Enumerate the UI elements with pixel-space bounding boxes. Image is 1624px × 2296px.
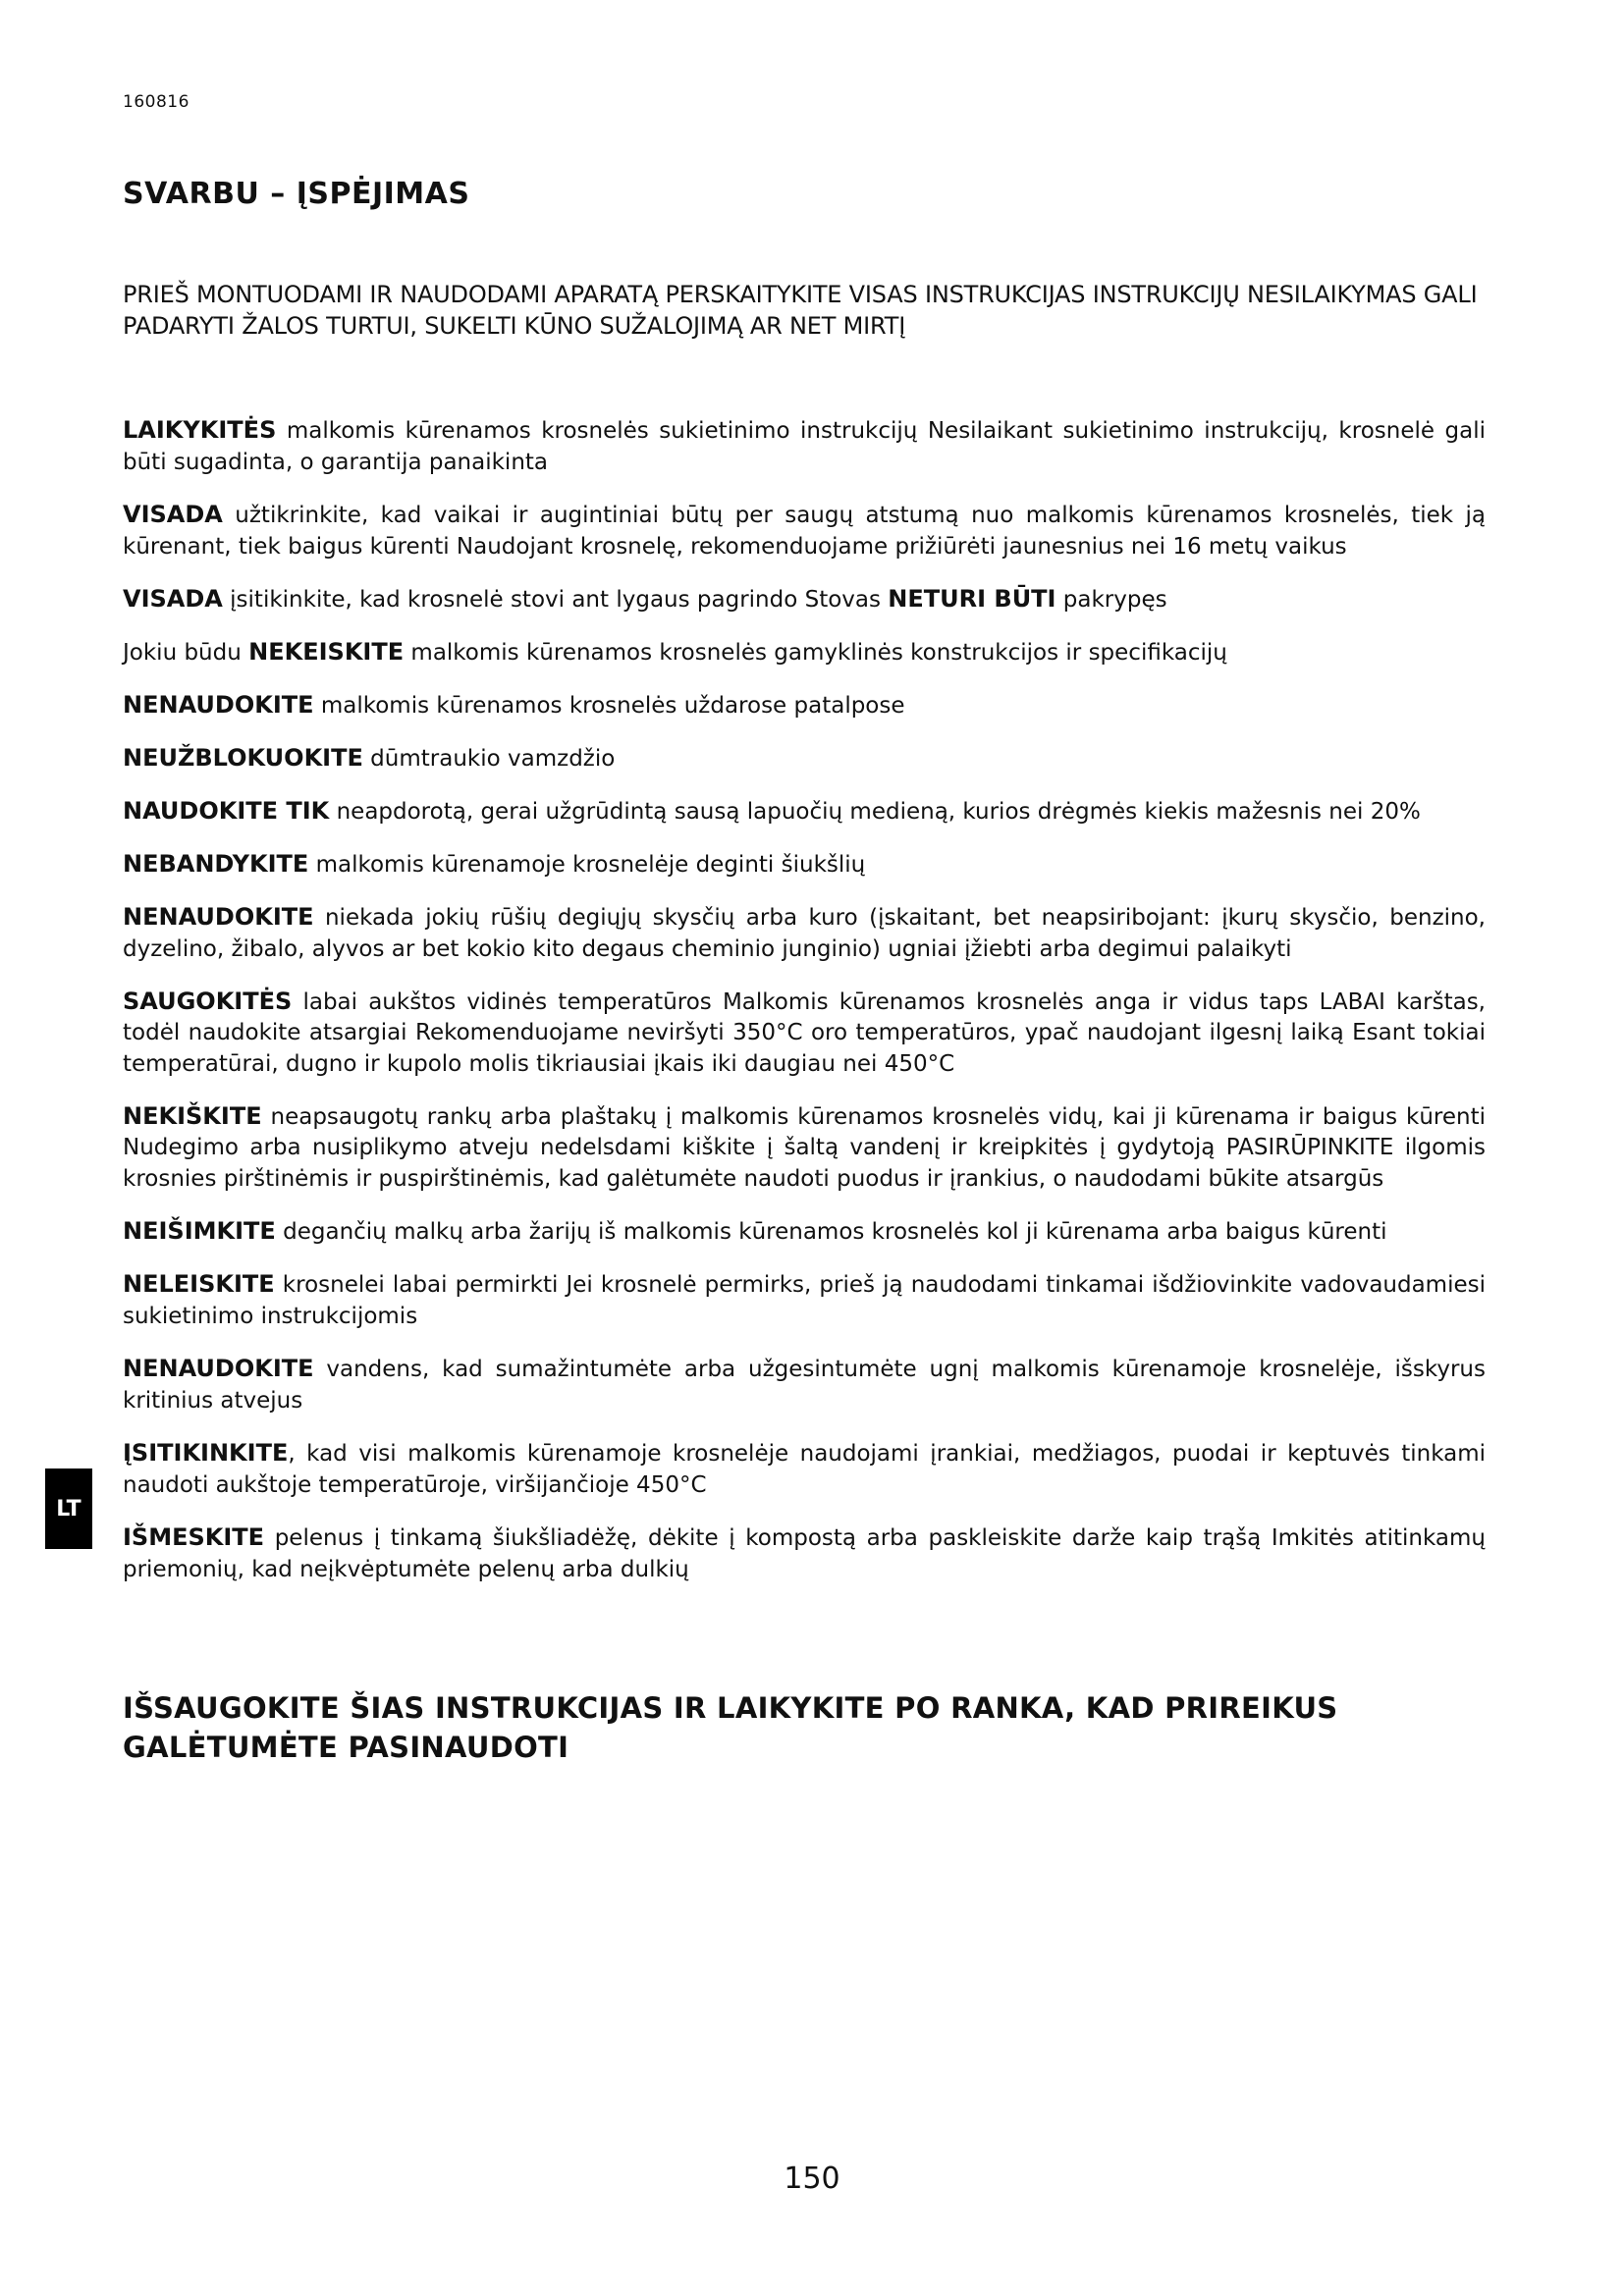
rule-keyword: VISADA: [123, 585, 223, 613]
rule-keyword: NENAUDOKITE: [123, 903, 314, 931]
rule-item: NENAUDOKITE vandens, kad sumažintumėte arba užgesintumėte ugnį malkomis kūrenamoje krosnelėje, išskyrus kritinius atvejus: [123, 1355, 1486, 1414]
rule-item: NELEISKITE krosnelei labai permirkti Jei krosnelė permirks, prieš ją naudodami tinkamai išdžiovinkite vadovaudamiesi sukietinimo instrukcijomis: [123, 1270, 1486, 1329]
rule-keyword: ĮSITIKINKITE: [123, 1439, 289, 1467]
language-tab: LT: [45, 1468, 92, 1549]
rule-keyword: NAUDOKITE TIK: [123, 797, 330, 825]
rule-item: SAUGOKITĖS labai aukštos vidinės temperatūros Malkomis kūrenamos krosnelės anga ir vidus taps LABAI karštas, todėl naudokite atsargiai Rekomenduojame neviršyti 350°C oro temperatūros, ypač naudojant ilgesnį laiką Esant tokiai temperatūrai, dugno ir kupolo molis tikriausiai įkais iki daugiau nei 450°C: [123, 988, 1486, 1077]
page-number: 150: [784, 2162, 840, 2196]
rule-item: VISADA įsitikinkite, kad krosnelė stovi ant lygaus pagrindo Stovas NETURI BŪTI pakrypęs: [123, 585, 1167, 613]
rule-keyword: NENAUDOKITE: [123, 691, 314, 719]
rule-item: NEKIŠKITE neapsaugotų rankų arba plaštakų į malkomis kūrenamos krosnelės vidų, kai ji kūrenama ir baigus kūrenti Nudegimo arba nusiplikymo atveju nedelsdami kiškite į šaltą vandenį ir kreipkitės į gydytoją PASIRŪPINKITE ilgomis krosnies pirštinėmis ir puspirštinėmis, kad galėtumėte naudoti puodus ir įrankius, o naudodami būkite atsargūs: [123, 1102, 1486, 1192]
rule-item: Jokiu būdu NEKEISKITE malkomis kūrenamos krosnelės gamyklinės konstrukcijos ir specifikacijų: [123, 638, 1227, 666]
rule-item: NEBANDYKITE malkomis kūrenamoje krosnelėje deginti šiukšlių: [123, 850, 866, 878]
rule-item: NENAUDOKITE malkomis kūrenamos krosnelės uždarose patalpose: [123, 691, 905, 719]
rule-keyword: VISADA: [123, 501, 223, 528]
safety-rules-list: [123, 415, 1486, 1607]
rule-keyword: NEUŽBLOKUOKITE: [123, 744, 363, 772]
document-code: 160816: [123, 92, 189, 112]
rule-item: VISADA užtikrinkite, kad vaikai ir augintiniai būtų per saugų atstumą nuo malkomis kūrenamos krosnelės, tiek ją kūrenant, tiek baigus kūrenti Naudojant krosnelę, rekomenduojame prižiūrėti jaunesnius nei 16 metų vaikus: [123, 501, 1486, 560]
rule-item: NEUŽBLOKUOKITE dūmtraukio vamzdžio: [123, 744, 616, 772]
page-title: SVARBU – ĮSPĖJIMAS: [123, 177, 470, 211]
rule-keyword: SAUGOKITĖS: [123, 988, 293, 1015]
rule-keyword: NELEISKITE: [123, 1270, 275, 1298]
rule-keyword: NEBANDYKITE: [123, 850, 309, 878]
rule-item: NAUDOKITE TIK neapdorotą, gerai užgrūdintą sausą lapuočių medieną, kurios drėgmės kiekis mažesnis nei 20%: [123, 797, 1421, 825]
rule-keyword: NENAUDOKITE: [123, 1355, 314, 1382]
rule-keyword: LAIKYKITĖS: [123, 416, 277, 444]
rule-item: NEIŠIMKITE degančių malkų arba žarijų iš malkomis kūrenamos krosnelės kol ji kūrenama arba baigus kūrenti: [123, 1217, 1387, 1245]
closing-heading: IŠSAUGOKITE ŠIAS INSTRUKCIJAS IR LAIKYKITE PO RANKA, KAD PRIREIKUS GALĖTUMĖTE PASINAUDOTI: [123, 1691, 1338, 1764]
rule-keyword: NETURI BŪTI: [888, 585, 1056, 613]
rule-item: NENAUDOKITE niekada jokių rūšių degiųjų skysčių arba kuro (įskaitant, bet neapsiribojant: įkurų skysčio, benzino, dyzelino, žibalo, alyvos ar bet kokio kito degaus cheminio junginio) ugniai įžiebti arba degimui palaikyti: [123, 903, 1486, 962]
warning-intro: PRIEŠ MONTUODAMI IR NAUDODAMI APARATĄ PERSKAITYKITE VISAS INSTRUKCIJAS INSTRUKCIJŲ NESILAIKYMAS GALI PADARYTI ŽALOS TURTUI, SUKELTI KŪNO SUŽALOJIMĄ AR NET MIRTĮ: [123, 281, 1478, 340]
rule-keyword: NEKEISKITE: [248, 638, 405, 666]
rule-item: LAIKYKITĖS malkomis kūrenamos krosnelės sukietinimo instrukcijų Nesilaikant sukietinimo instrukcijų, krosnelė gali būti sugadinta, o garantija panaikinta: [123, 416, 1486, 475]
rule-keyword: NEIŠIMKITE: [123, 1217, 276, 1245]
rule-item: ĮSITIKINKITE, kad visi malkomis kūrenamoje krosnelėje naudojami įrankiai, medžiagos, puodai ir keptuvės tinkami naudoti aukštoje temperatūroje, viršijančioje 450°C: [123, 1439, 1486, 1498]
rule-keyword: IŠMESKITE: [123, 1523, 265, 1551]
rule-item: IŠMESKITE pelenus į tinkamą šiukšliadėžę, dėkite į kompostą arba paskleiskite darže kaip trąšą Imkitės atitinkamų priemonių, kad neįkvėptumėte pelenų arba dulkių: [123, 1523, 1486, 1582]
rule-keyword: NEKIŠKITE: [123, 1102, 262, 1130]
